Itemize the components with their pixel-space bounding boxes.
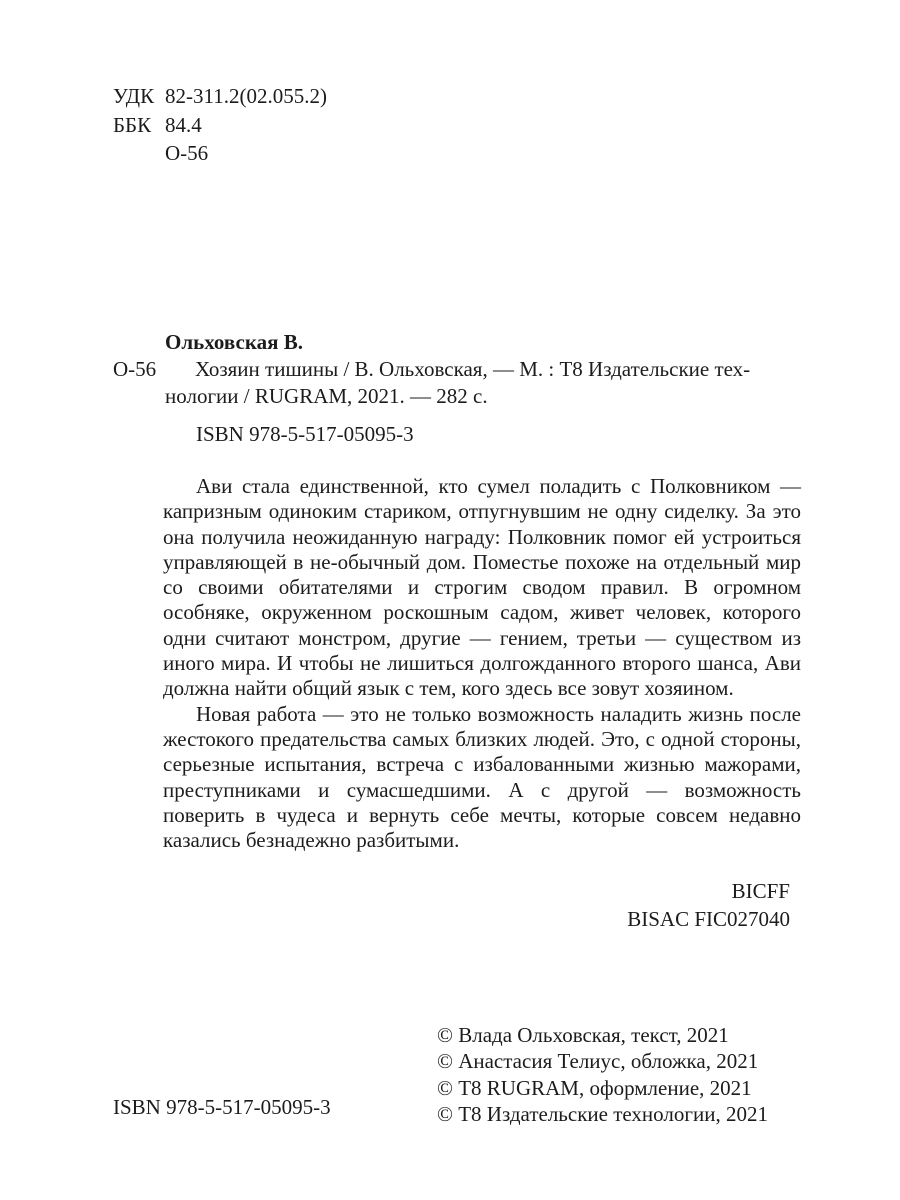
bisac-code: BISAC FIC027040 — [627, 906, 790, 931]
annotation-paragraph-2: Новая работа — это не только возможность наладить жизнь после жестокого предательства самых близких людей. Это, с одной стороны, серьезные испытания, встреча с избалованными жизнью мажорами, преступниками и сумасшедшими. А с другой — возможность поверить в чудеса и вернуть себе мечты, которые совсем недавно казались безнадежно разбитыми. — [163, 701, 801, 853]
isbn-catalog-line: ISBN 978-5-517-05095-3 — [196, 422, 414, 446]
copyright-block — [437, 1022, 768, 1127]
author-sign-row — [113, 139, 327, 168]
catalog-entry-line-2: нологии / RUGRAM, 2021. — 282 с. — [165, 384, 488, 408]
catalog-entry — [113, 356, 805, 410]
udk-row — [113, 82, 327, 111]
catalog-entry-line-1: Хозяин тишины / В. Ольховская, — М. : Т8 Издательские тех- — [195, 357, 751, 381]
classification-block — [113, 82, 327, 168]
subject-codes-block — [627, 878, 790, 933]
bbk-label: ББК — [113, 112, 152, 137]
annotation-block — [163, 474, 801, 853]
udk-label: УДК — [113, 84, 155, 108]
bbk-row — [113, 111, 327, 140]
catalog-entry-code: О-56 — [113, 357, 157, 381]
annotation-paragraph-1: Ави стала единственной, кто сумел поладить с Полковником — капризным одиноким стариком, отпугнувшим не одну сиделку. За это она получила неожиданную награду: Полковник помог ей устроиться управляющей в не-обычный дом. Поместье похоже на отдельный мир со своими обитателями и строгим сводом правил. В огромном особняке, окруженном роскошным садом, живет человек, которого одни считают монстром, другие — гением, третьи — существом из иного мира. И чтобы не лишиться долгожданного второго шанса, Ави должна найти общий язык с тем, кого здесь все зовут хозяином. — [163, 474, 801, 701]
copyright-line-publisher: © Т8 Издательские технологии, 2021 — [437, 1101, 768, 1126]
copyright-line-design: © Т8 RUGRAM, оформление, 2021 — [437, 1075, 752, 1100]
copyright-line-text: © Влада Ольховская, текст, 2021 — [437, 1023, 729, 1047]
isbn-footer: ISBN 978-5-517-05095-3 — [113, 1095, 331, 1119]
catalog-author-heading: Ольховская В. — [165, 330, 303, 354]
udk-value: 82-311.2(02.055.2) — [165, 84, 327, 108]
copyright-line-cover: © Анастасия Телиус, обложка, 2021 — [437, 1049, 759, 1074]
author-sign: О-56 — [165, 141, 209, 165]
bbk-value: 84.4 — [165, 112, 202, 137]
bic-code: BICFF — [731, 879, 790, 903]
